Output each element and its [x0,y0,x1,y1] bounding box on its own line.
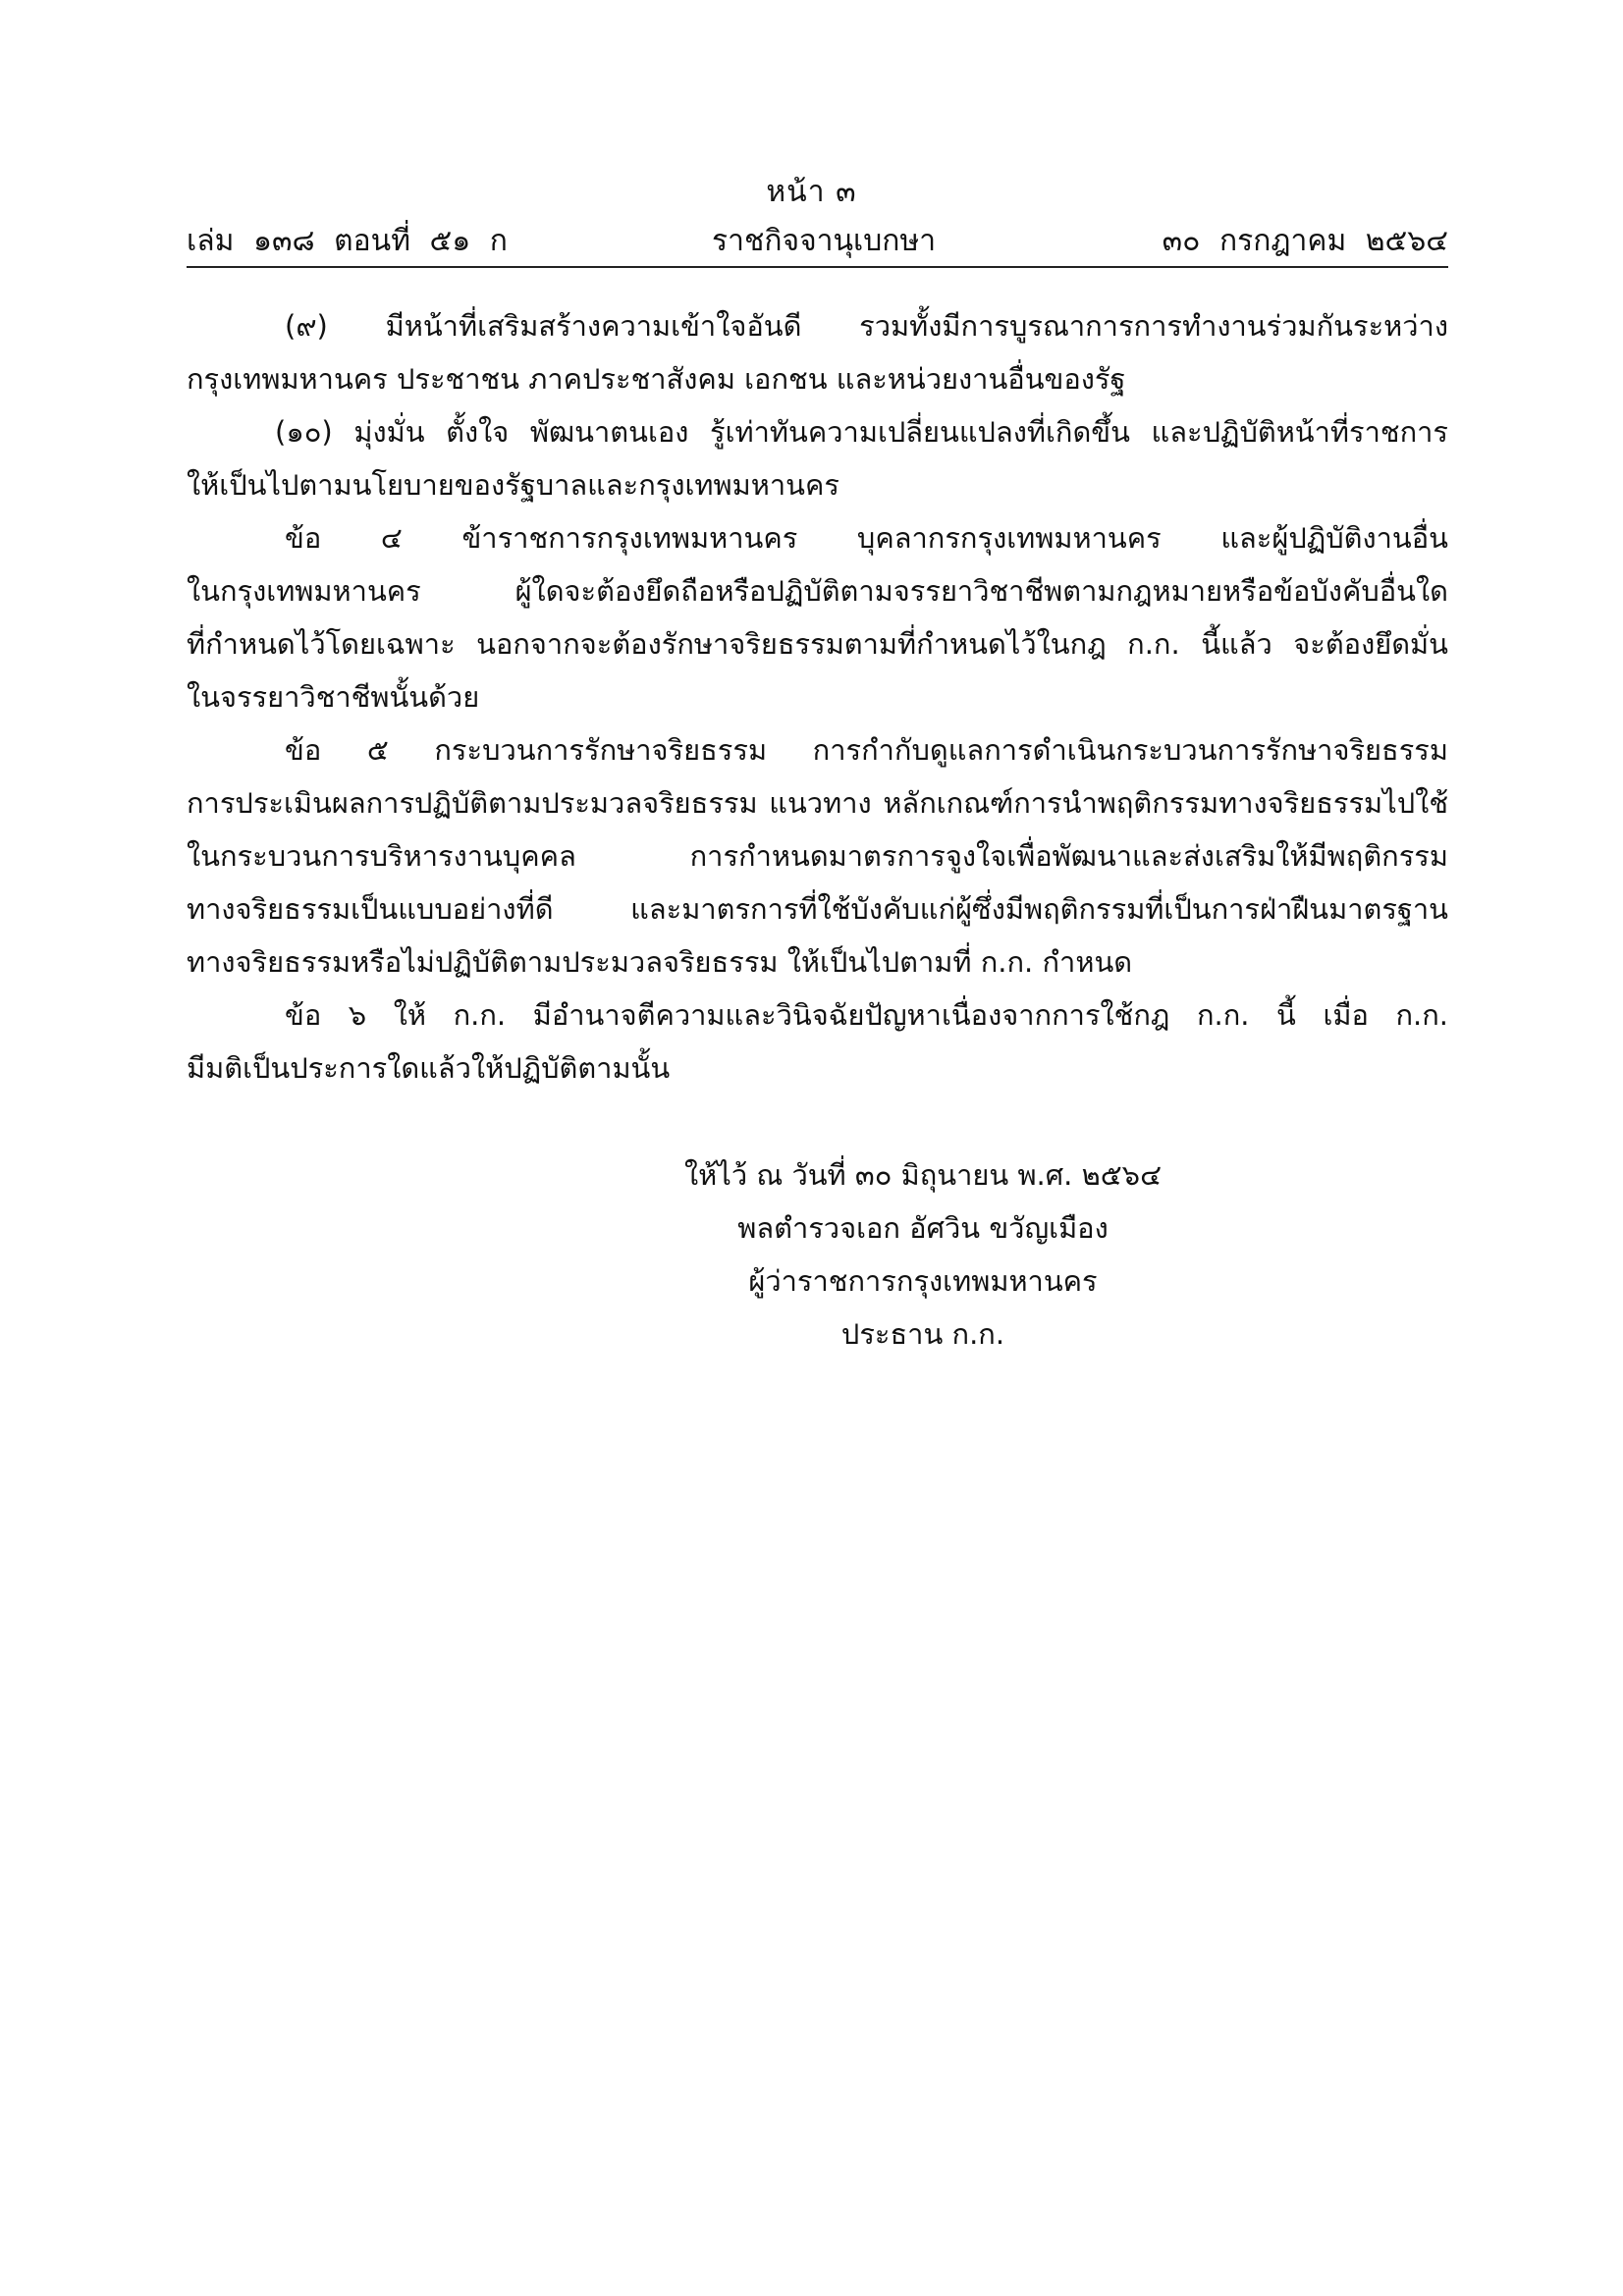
body-line: มีมติเป็นประการใดแล้วให้ปฏิบัติตามนั้น [187,1051,671,1085]
page-number: หน้า ๓ [766,175,857,209]
body-line: (๙) มีหน้าที่เสริมสร้างความเข้าใจอันดี รวมทั้งมีการบูรณาการการทำงานร่วมกันระหว่าง [285,309,1448,343]
publication-date: ๓๐ กรกฎาคม ๒๕๖๔ [1162,224,1448,258]
gazette-title: ราชกิจจานุเบกษา [712,224,937,258]
body-line: ในกรุงเทพมหานคร ผู้ใดจะต้องยึดถือหรือปฏิบัติตามจรรยาวิชาชีพตามกฎหมายหรือข้อบังคับอื่นใด [187,574,1448,608]
body-line: ทางจริยธรรมหรือไม่ปฏิบัติตามประมวลจริยธรรม ให้เป็นไปตามที่ ก.ก. กำหนด [187,945,1133,979]
signatory-position: ผู้ว่าราชการกรุงเทพมหานคร [748,1264,1098,1298]
volume-issue: เล่ม ๑๓๘ ตอนที่ ๕๑ ก [187,224,508,258]
signatory-role: ประธาน ก.ก. [840,1317,1005,1351]
body-line: ทางจริยธรรมเป็นแบบอย่างที่ดี และมาตรการที่ใช้บังคับแก่ผู้ซึ่งมีพฤติกรรมที่เป็นการฝ่าฝืนมาตรฐาน [187,892,1448,926]
body-line: ข้อ ๕ กระบวนการรักษาจริยธรรม การกำกับดูแลการดำเนินกระบวนการรักษาจริยธรรม [285,733,1448,767]
signatory-name: พลตำรวจเอก อัศวิน ขวัญเมือง [737,1211,1109,1245]
body-line: (๑๐) มุ่งมั่น ตั้งใจ พัฒนาตนเอง รู้เท่าทันความเปลี่ยนแปลงที่เกิดขึ้น และปฏิบัติหน้าที่ราชการ [275,415,1448,449]
body-line: ในกระบวนการบริหารงานบุคคล การกำหนดมาตรการจูงใจเพื่อพัฒนาและส่งเสริมให้มีพฤติกรรม [187,839,1448,873]
body-line: ข้อ ๔ ข้าราชการกรุงเทพมหานคร บุคลากรกรุงเทพมหานคร และผู้ปฏิบัติงานอื่น [285,521,1448,555]
header-rule [187,266,1448,268]
body-line: กรุงเทพมหานคร ประชาชน ภาคประชาสังคม เอกชน และหน่วยงานอื่นของรัฐ [187,362,1126,396]
body-line: ให้เป็นไปตามนโยบายของรัฐบาลและกรุงเทพมหานคร [187,468,839,502]
document-body [187,299,1448,1095]
body-line: ข้อ ๖ ให้ ก.ก. มีอำนาจตีความและวินิจฉัยปัญหาเนื่องจากการใช้กฎ ก.ก. นี้ เมื่อ ก.ก. [285,998,1448,1032]
given-date: ให้ไว้ ณ วันที่ ๓๐ มิถุนายน พ.ศ. ๒๕๖๔ [683,1158,1163,1192]
body-line: ในจรรยาวิชาชีพนั้นด้วย [187,680,480,714]
gazette-header [187,218,1448,263]
body-line: ที่กำหนดไว้โดยเฉพาะ นอกจากจะต้องรักษาจริยธรรมตามที่กำหนดไว้ในกฎ ก.ก. นี้แล้ว จะต้องยึดมั่น [187,627,1448,661]
body-line: การประเมินผลการปฏิบัติตามประมวลจริยธรรม แนวทาง หลักเกณฑ์การนำพฤติกรรมทางจริยธรรมไปใช้ [187,786,1448,820]
signature-block [589,1148,1257,1361]
